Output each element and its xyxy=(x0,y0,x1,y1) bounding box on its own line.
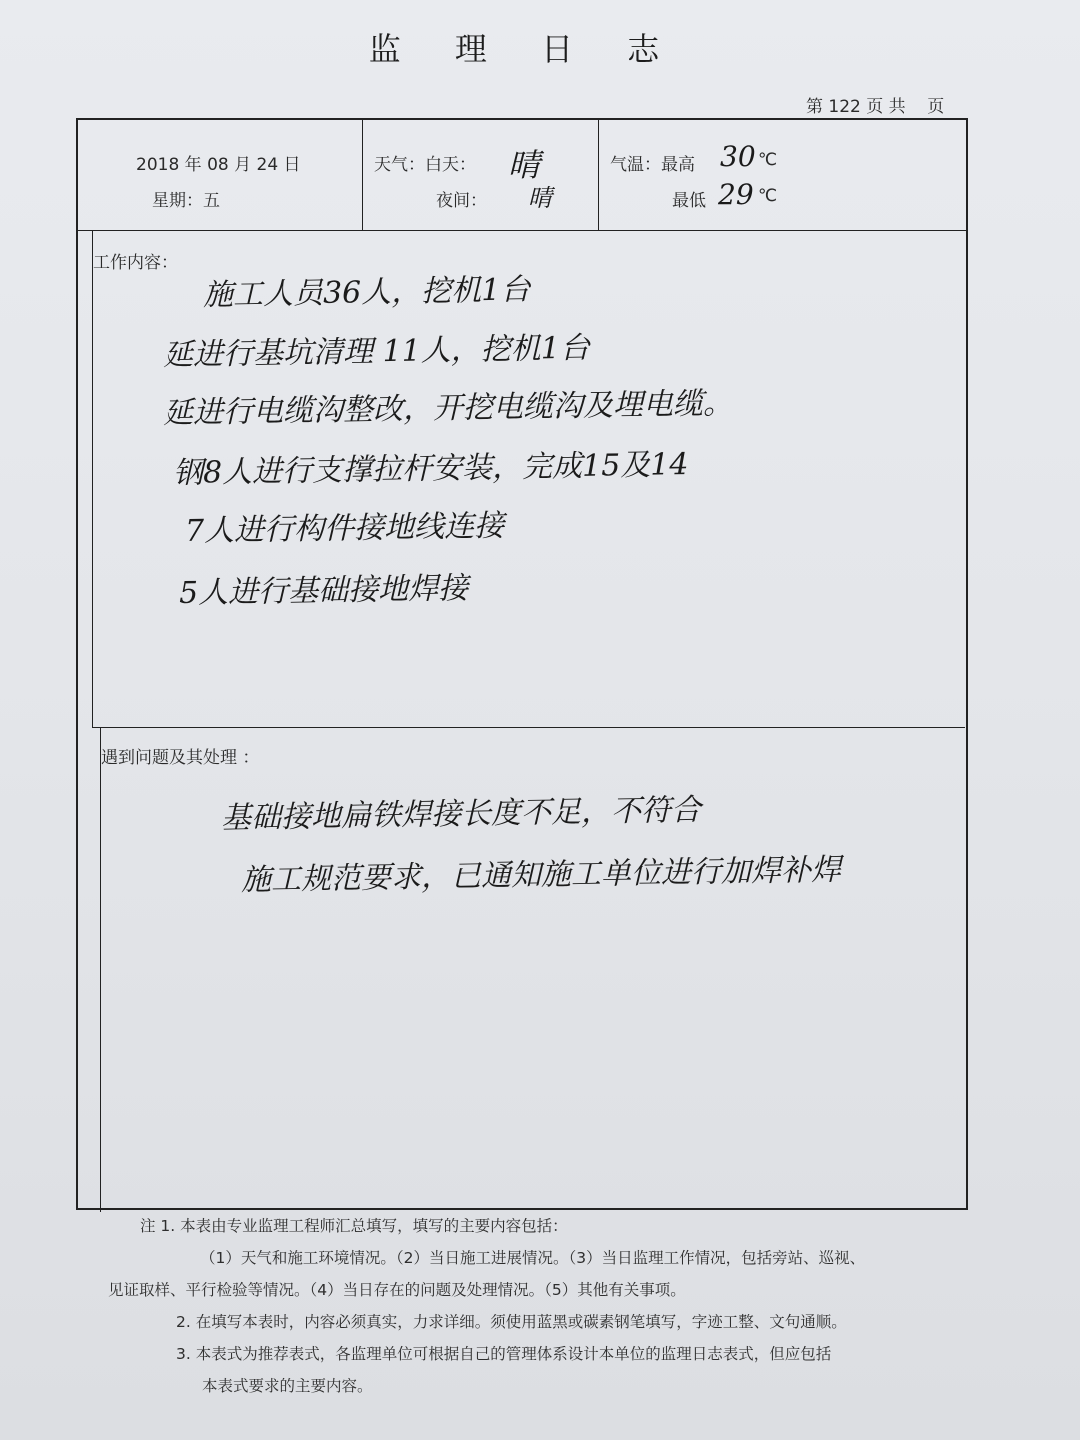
temp-high-unit: ℃ xyxy=(758,150,778,170)
note-line: 2. 在填写本表时，内容必须真实，力求详细。须使用蓝黑或碳素钢笔填写，字迹工整、文句通顺。 xyxy=(176,1313,847,1331)
note-line: 3. 本表式为推荐表式，各监理单位可根据自己的管理体系设计本单位的监理日志表式，但应包括 xyxy=(176,1345,832,1363)
log-form xyxy=(76,118,968,1210)
work-label: 工作内容： xyxy=(93,253,178,273)
divider xyxy=(362,120,363,230)
divider xyxy=(598,120,599,230)
page-title: 监 理 日 志 xyxy=(368,30,682,68)
temp-low-label: 最低 xyxy=(672,191,706,211)
weather-night-value: 晴 xyxy=(528,184,552,212)
note-line: 注 1. 本表由专业监理工程师汇总填写，填写的主要内容包括： xyxy=(140,1217,568,1235)
temp-high-value: 30 xyxy=(720,140,756,173)
temp-high-label: 气温：最高 xyxy=(610,155,695,175)
note-line: （1）天气和施工环境情况。（2）当日施工进展情况。（3）当日监理工作情况，包括旁站、巡视、 xyxy=(200,1249,866,1267)
date-field: 2018 年 08 月 24 日 xyxy=(136,155,301,175)
work-section xyxy=(92,230,965,728)
weather-day-label: 天气：白天： xyxy=(374,155,476,175)
temp-low-unit: ℃ xyxy=(758,186,778,206)
page-number: 第 122 页 共 页 xyxy=(806,97,945,117)
work-line: 延进行电缆沟整改，开挖电缆沟及埋电缆。 xyxy=(162,386,734,431)
weather-day-value: 晴 xyxy=(508,146,541,184)
note-line: 见证取样、平行检验等情况。（4）当日存在的问题及处理情况。（5）其他有关事项。 xyxy=(108,1281,686,1299)
work-line: 5人进行基础接地焊接 xyxy=(178,570,469,611)
work-line: 施工人员36人，挖机1台 xyxy=(202,272,531,313)
problem-line: 施工规范要求，已通知施工单位进行加焊补焊 xyxy=(240,852,842,898)
problems-label: 遇到问题及其处理 ： xyxy=(101,748,260,768)
note-line: 本表式要求的主要内容。 xyxy=(202,1377,373,1395)
header-row xyxy=(78,120,966,231)
work-line: 延进行基坑清理 11人，挖机1台 xyxy=(162,330,591,373)
weekday-field: 星期：五 xyxy=(152,191,220,211)
temp-low-value: 29 xyxy=(718,178,754,211)
work-line: 7人进行构件接地线连接 xyxy=(184,508,505,549)
problem-line: 基础接地扁铁焊接长度不足，不符合 xyxy=(220,792,702,836)
work-line: 钢8人进行支撑拉杆安装，完成15及14 xyxy=(172,447,689,491)
problems-section xyxy=(100,727,967,1212)
weather-night-label: 夜间： xyxy=(436,191,487,211)
